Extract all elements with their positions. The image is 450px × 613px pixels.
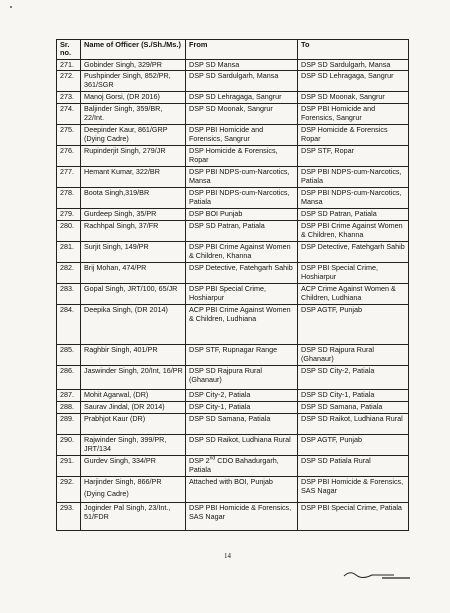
cell-sr: 283.	[57, 284, 81, 305]
cell-from: DSP Detective, Fatehgarh Sahib	[186, 263, 298, 284]
cell-to: DSP SD Patran, Patiala	[298, 209, 409, 221]
header-from: From	[186, 40, 298, 60]
table-row	[57, 209, 409, 221]
cell-to: DSP SD Lehragaga, Sangrur	[298, 71, 409, 92]
table-row	[57, 167, 409, 188]
table-row	[57, 390, 409, 402]
cell-from: DSP PBI Special Crime, Hoshiarpur	[186, 284, 298, 305]
cell-name: Deepika Singh, (DR 2014)	[81, 305, 186, 345]
cell-to: DSP PBI Special Crime, Patiala	[298, 503, 409, 531]
cell-name: Rachhpal Singh, 37/FR	[81, 221, 186, 242]
cell-name: Boota Singh,319/BR	[81, 188, 186, 209]
cell-sr: 278.	[57, 188, 81, 209]
header-to: To	[298, 40, 409, 60]
cell-from: DSP STF, Rupnagar Range	[186, 345, 298, 366]
cell-to: DSP SD Samana, Patiala	[298, 402, 409, 414]
table-row	[57, 263, 409, 284]
cell-name: Jaswinder Singh, 20/Int, 16/PR	[81, 366, 186, 390]
table-row	[57, 366, 409, 390]
cell-to: DSP AGTF, Punjab	[298, 305, 409, 345]
cell-to: DSP PBI Homicide & Forensics, SAS Nagar	[298, 477, 409, 503]
cell-to: DSP PBI Special Crime, Hoshiarpur	[298, 263, 409, 284]
cell-to: DSP SD Sardulgarh, Mansa	[298, 59, 409, 71]
cell-name: Deepinder Kaur, 861/GRP (Dying Cadre)	[81, 125, 186, 146]
cell-from: Attached with BOI, Punjab	[186, 477, 298, 503]
table-row	[57, 477, 409, 503]
cell-to: DSP SD City-2, Patiala	[298, 366, 409, 390]
cell-sr: 285.	[57, 345, 81, 366]
table-row	[57, 71, 409, 92]
table-row	[57, 435, 409, 456]
cell-to: ACP Crime Against Women & Children, Ludhiana	[298, 284, 409, 305]
table-row	[57, 104, 409, 125]
cell-name	[81, 477, 186, 503]
cell-from: DSP SD Patran, Patiala	[186, 221, 298, 242]
table-row	[57, 59, 409, 71]
cell-from: DSP SD Mansa	[186, 59, 298, 71]
cell-name: Manoj Gorsi, (DR 2016)	[81, 92, 186, 104]
cell-sr: 286.	[57, 366, 81, 390]
cell-name: Brij Mohan, 474/PR	[81, 263, 186, 284]
table-row	[57, 402, 409, 414]
table-row	[57, 345, 409, 366]
cell-sr: 284.	[57, 305, 81, 345]
cell-sr: 292.	[57, 477, 81, 503]
table-row	[57, 414, 409, 435]
cell-to: DSP PBI NDPS-cum-Narcotics, Patiala	[298, 167, 409, 188]
table-row	[57, 92, 409, 104]
signature-mark	[342, 568, 412, 580]
cell-sr: 272.	[57, 71, 81, 92]
cell-from: DSP City-2, Patiala	[186, 390, 298, 402]
table-row	[57, 456, 409, 477]
cell-from: DSP City-1, Patiala	[186, 402, 298, 414]
table-row	[57, 125, 409, 146]
table-header-row	[57, 40, 409, 60]
table-row	[57, 146, 409, 167]
cell-from: DSP PBI Homicide and Forensics, Sangrur	[186, 125, 298, 146]
cell-from-superscript: nd	[209, 456, 216, 463]
cell-sr: 277.	[57, 167, 81, 188]
cell-from: DSP PBI Homicide & Forensics, SAS Nagar	[186, 503, 298, 531]
cell-name: Gopal Singh, JRT/100, 65/JR	[81, 284, 186, 305]
cell-from	[186, 456, 298, 477]
cell-to: DSP PBI Crime Against Women & Children, Khanna	[298, 221, 409, 242]
cell-to: DSP STF, Ropar	[298, 146, 409, 167]
cell-from: DSP PBI Crime Against Women & Children, Khanna	[186, 242, 298, 263]
transfer-table	[56, 39, 409, 531]
cell-sr: 281.	[57, 242, 81, 263]
cell-sr: 274.	[57, 104, 81, 125]
cell-name-line2: (Dying Cadre)	[84, 489, 129, 498]
table-row	[57, 188, 409, 209]
header-sr-no: Sr. no.	[57, 40, 81, 60]
table-row	[57, 221, 409, 242]
cell-to: DSP PBI Homicide and Forensics, Sangrur	[298, 104, 409, 125]
cell-name: Saurav Jindal, (DR 2014)	[81, 402, 186, 414]
cell-name: Rajwinder Singh, 399/PR, JRT/134	[81, 435, 186, 456]
cell-to: DSP SD Rajpura Rural (Ghanaur)	[298, 345, 409, 366]
cell-from: DSP SD Rajpura Rural (Ghanaur)	[186, 366, 298, 390]
cell-sr: 288.	[57, 402, 81, 414]
cell-sr: 275.	[57, 125, 81, 146]
cell-from-suffix: CDO Bahadurgarh, Patiala	[189, 456, 279, 474]
cell-name: Hemant Kumar, 322/BR	[81, 167, 186, 188]
cell-sr: 273.	[57, 92, 81, 104]
cell-to: DSP SD City-1, Patiala	[298, 390, 409, 402]
page-number: 14	[224, 552, 231, 560]
cell-sr: 287.	[57, 390, 81, 402]
cell-from: DSP SD Lehragaga, Sangrur	[186, 92, 298, 104]
cell-sr: 282.	[57, 263, 81, 284]
cell-from: DSP PBI NDPS-cum-Narcotics, Patiala	[186, 188, 298, 209]
cell-sr: 276.	[57, 146, 81, 167]
cell-name: Gurdev Singh, 334/PR	[81, 456, 186, 477]
cell-from: DSP SD Sardulgarh, Mansa	[186, 71, 298, 92]
cell-name: Surjit Singh, 149/PR	[81, 242, 186, 263]
cell-sr: 289.	[57, 414, 81, 435]
cell-from: DSP PBI NDPS-cum-Narcotics, Mansa	[186, 167, 298, 188]
cell-to: DSP SD Moonak, Sangrur	[298, 92, 409, 104]
cell-to: DSP PBI NDPS-cum-Narcotics, Mansa	[298, 188, 409, 209]
cell-name: Pushpinder Singh, 852/PR, 361/SGR	[81, 71, 186, 92]
cell-name-line1: Harjinder Singh, 866/PR	[84, 477, 162, 487]
cell-from-prefix: DSP 2	[189, 456, 210, 466]
cell-name: Raghbir Singh, 401/PR	[81, 345, 186, 366]
cell-to: DSP AGTF, Punjab	[298, 435, 409, 456]
cell-to: DSP Homicide & Forensics Ropar	[298, 125, 409, 146]
table-row	[57, 242, 409, 263]
cell-sr: 280.	[57, 221, 81, 242]
cell-to: DSP SD Raikot, Ludhiana Rural	[298, 414, 409, 435]
cell-from: DSP SD Moonak, Sangrur	[186, 104, 298, 125]
table-row	[57, 503, 409, 531]
cell-name: Gurdeep Singh, 35/PR	[81, 209, 186, 221]
cell-from: DSP BOI Punjab	[186, 209, 298, 221]
cell-name: Rupinderjit Singh, 279/JR	[81, 146, 186, 167]
header-officer-name: Name of Officer (S./Sh./Ms.)	[81, 40, 186, 60]
cell-name: Gobinder Singh, 329/PR	[81, 59, 186, 71]
cell-sr: 271.	[57, 59, 81, 71]
cell-name: Joginder Pal Singh, 23/Int., 51/FDR	[81, 503, 186, 531]
cell-name: Prabhjot Kaur (DR)	[81, 414, 186, 435]
cell-from: ACP PBI Crime Against Women & Children, Ludhiana	[186, 305, 298, 345]
table-row	[57, 284, 409, 305]
cell-name: Mohit Agarwal, (DR)	[81, 390, 186, 402]
cell-name: Baljinder Singh, 359/BR, 22/Int.	[81, 104, 186, 125]
cell-sr: 291.	[57, 456, 81, 477]
cell-to: DSP SD Patiala Rural	[298, 456, 409, 477]
cell-from: DSP Homicide & Forensics, Ropar	[186, 146, 298, 167]
cell-sr: 279.	[57, 209, 81, 221]
scan-speck	[10, 6, 12, 8]
cell-to: DSP Detective, Fatehgarh Sahib	[298, 242, 409, 263]
cell-from: DSP SD Samana, Patiala	[186, 414, 298, 435]
cell-sr: 290.	[57, 435, 81, 456]
table-row	[57, 305, 409, 345]
cell-from: DSP SD Raikot, Ludhiana Rural	[186, 435, 298, 456]
cell-sr: 293.	[57, 503, 81, 531]
